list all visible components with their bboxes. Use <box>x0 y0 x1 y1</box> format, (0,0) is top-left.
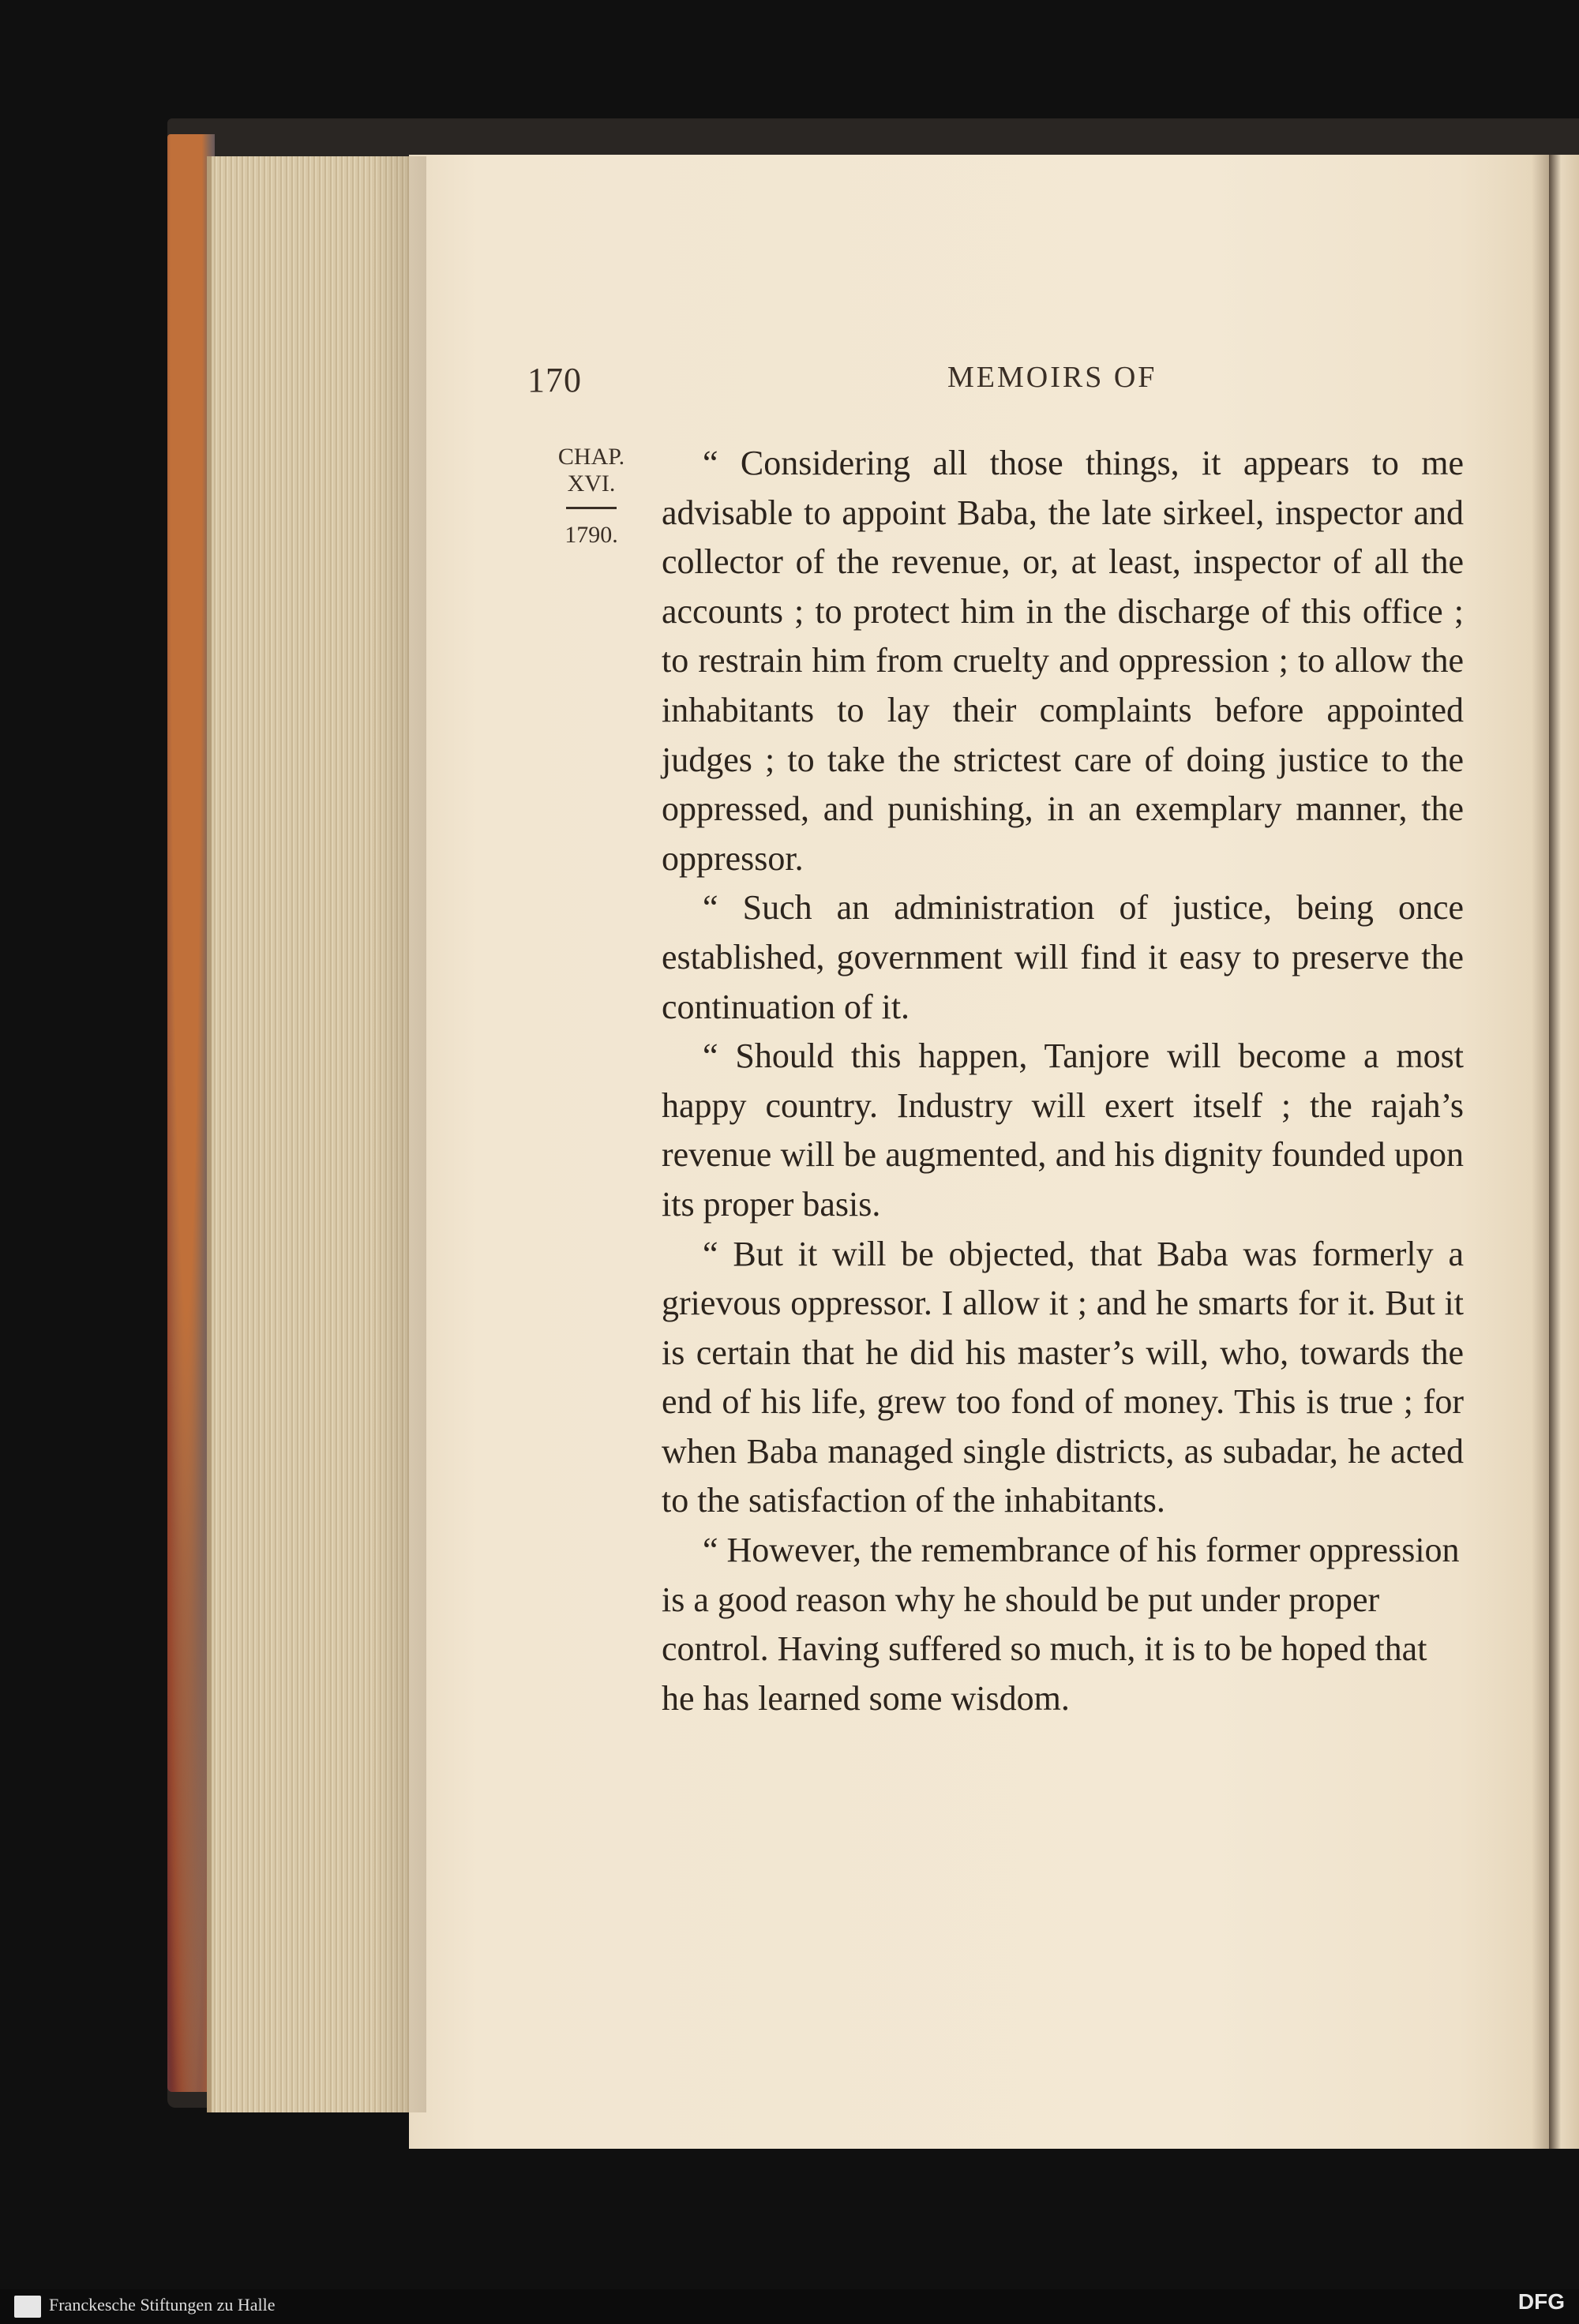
page-gutter <box>371 156 426 2112</box>
chapter-label: CHAP. <box>557 444 625 470</box>
facing-page-edge <box>1549 155 1579 2149</box>
institution-logo-icon <box>14 2296 41 2318</box>
paragraph: “ But it will be objected, that Baba was formerly a grievous oppressor. I allow it ; and he smarts for it. But it is certain that he did his master’s will, who, towards the end of his life, grew too fond of money. This is true ; for when Baba managed single districts, as subadar, he acted to the satisfaction of the inhabitants. <box>662 1234 1464 1520</box>
paragraph: “ Should this happen, Tanjore will become a most happy country. Industry will exert itself ; the rajah’s revenue will be augmented, and his dignity founded upon its proper basis. <box>662 1036 1464 1224</box>
chapter-number: XVI. <box>567 470 616 497</box>
margin-rule <box>566 507 617 509</box>
institution-name: Franckesche Stiftungen zu Halle <box>49 2295 276 2315</box>
paragraph: “ Considering all those things, it appears to me advisable to appoint Baba, the late sirkeel, inspector and collector of the revenue, or, at least, inspector of all the accounts ; to protect him in the discharge of this office ; to restrain him from cruelty and oppression ; to allow the inhabitants to lay their complaints before appointed judges ; to take the strictest care of doing justice to the oppressed, and punishing, in an exemplary manner, the oppressor. <box>662 444 1464 878</box>
body-text <box>662 439 1464 1723</box>
fold-shadow <box>1532 155 1551 2149</box>
page-number: 170 <box>527 361 582 399</box>
margin-year: 1790. <box>564 522 618 548</box>
running-head: MEMOIRS OF <box>947 361 1157 394</box>
margin-note <box>548 444 635 549</box>
paragraph: “ However, the remembrance of his former oppression is a good reason why he should be put under proper control. Having suffered so much, it is to be hoped that he has learned some wisdom. <box>662 1531 1460 1718</box>
paragraph: “ Such an administration of justice, being once established, government will find it easy to preserve the continuation of it. <box>662 888 1464 1026</box>
dfg-badge: DFG <box>1517 2289 1565 2314</box>
